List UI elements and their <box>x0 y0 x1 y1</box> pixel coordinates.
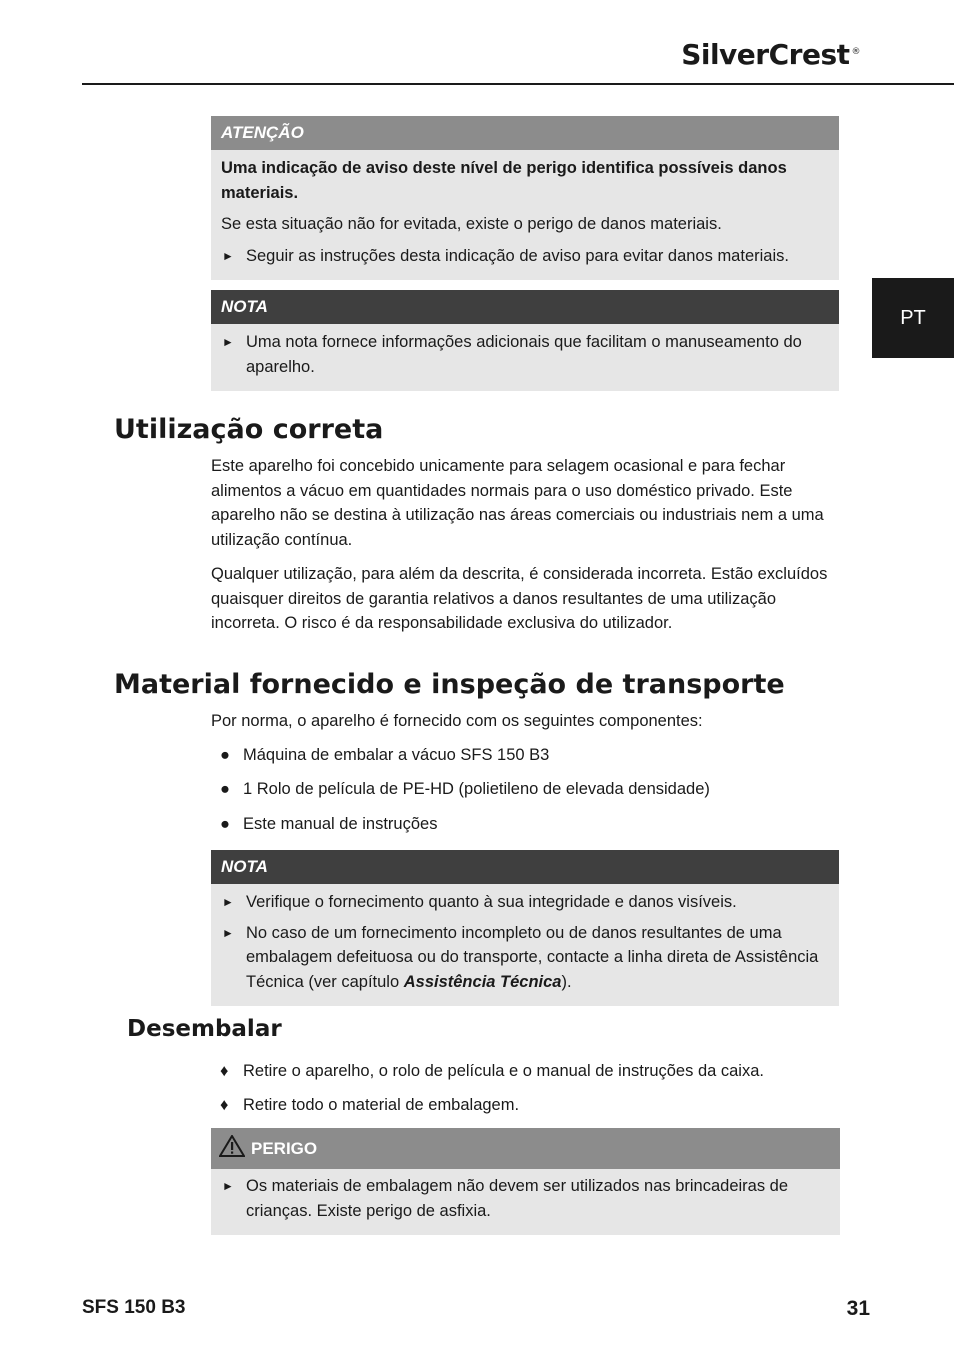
bullet-icon: ● <box>220 780 230 798</box>
heading-material: Material fornecido e inspeção de transporte <box>114 669 785 700</box>
diamond-icon: ♦ <box>220 1096 229 1114</box>
utilizacao-para-2: Qualquer utilização, para além da descrita, é considerada incorreta. Estão excluídos quaisquer direitos de garantia relativos a danos resultantes de uma utilização incorreta. O risco é da responsabilidade exclusiva do utilizador. <box>211 565 828 632</box>
perigo-title: PERIGO <box>251 1138 318 1158</box>
nota-box-2 <box>211 850 839 1006</box>
list-item-text: Retire o aparelho, o rolo de película e o manual de instruções da caixa. <box>243 1062 764 1080</box>
atencao-box <box>211 116 839 280</box>
nota-2-title: NOTA <box>211 850 839 884</box>
list-item-text: Retire todo o material de embalagem. <box>243 1096 520 1114</box>
arrow-icon: ► <box>222 335 234 349</box>
arrow-icon: ► <box>222 1179 234 1193</box>
brand-logo <box>681 38 860 71</box>
utilizacao-body <box>211 454 839 646</box>
perigo-box <box>211 1128 840 1235</box>
nota-2-item-1 <box>221 890 829 915</box>
chapter-reference: Assistência Técnica <box>403 972 562 991</box>
nota-1-item-text: Uma nota fornece informações adicionais que facilitam o manuseamento do aparelho. <box>246 333 802 376</box>
list-item <box>211 1059 764 1084</box>
atencao-bold-text: Uma indicação de aviso deste nível de perigo identifica possíveis danos materiais. <box>221 159 787 202</box>
bullet-icon: ● <box>220 746 230 764</box>
heading-utilizacao: Utilização correta <box>114 414 384 445</box>
brand-name: SilverCrest <box>681 38 850 71</box>
list-item <box>211 777 710 802</box>
nota-2-item-2 <box>221 921 829 995</box>
perigo-item <box>221 1174 830 1223</box>
nota-1-title: NOTA <box>211 290 839 324</box>
nota-1-item <box>221 330 829 379</box>
heading-desembalar: Desembalar <box>127 1016 282 1042</box>
bullet-icon: ● <box>220 815 230 833</box>
page-number: 31 <box>846 1297 870 1320</box>
arrow-icon: ► <box>222 248 234 263</box>
list-item <box>211 812 437 837</box>
footer-model: SFS 150 B3 <box>82 1297 186 1318</box>
list-item-text: Este manual de instruções <box>243 815 438 833</box>
material-intro: Por norma, o aparelho é fornecido com os seguintes componentes: <box>211 712 703 730</box>
atencao-item-text: Seguir as instruções desta indicação de aviso para evitar danos materiais. <box>246 246 789 265</box>
warning-icon <box>219 1135 245 1162</box>
list-item-text: 1 Rolo de película de PE-HD (polietileno de elevada densidade) <box>243 780 710 798</box>
nota-2-item-1-text: Verifique o fornecimento quanto à sua integridade e danos visíveis. <box>246 893 737 911</box>
registered-mark: ® <box>851 46 860 57</box>
arrow-icon: ► <box>222 925 234 940</box>
language-tab: PT <box>872 278 954 358</box>
nota-2-item-2-pre: No caso de um fornecimento incompleto ou de danos resultantes de uma embalagem defeituosa ou do transporte, contacte a linha direta de Assistência Técnica (ver capítulo <box>246 923 819 991</box>
list-item-text: Máquina de embalar a vácuo SFS 150 B3 <box>243 746 550 764</box>
diamond-icon: ♦ <box>220 1062 229 1080</box>
nota-box-1 <box>211 290 839 391</box>
header-rule <box>82 83 954 85</box>
list-item <box>211 1093 519 1118</box>
list-item <box>211 743 549 768</box>
arrow-icon: ► <box>222 895 234 909</box>
perigo-item-text: Os materiais de embalagem não devem ser utilizados nas brincadeiras de crianças. Existe perigo de asfixia. <box>246 1177 789 1220</box>
nota-2-item-2-post: ). <box>561 972 572 991</box>
perigo-header <box>211 1128 840 1169</box>
utilizacao-para-1: Este aparelho foi concebido unicamente para selagem ocasional e para fechar alimentos a vácuo em quantidades normais para o uso doméstico privado. Este aparelho não se destina à utilização nas áreas comerciais ou industriais nem a uma utilização contínua. <box>211 457 824 549</box>
atencao-item <box>221 244 829 269</box>
atencao-title: ATENÇÃO <box>211 116 839 150</box>
atencao-text: Se esta situação não for evitada, existe o perigo de danos materiais. <box>221 215 722 233</box>
